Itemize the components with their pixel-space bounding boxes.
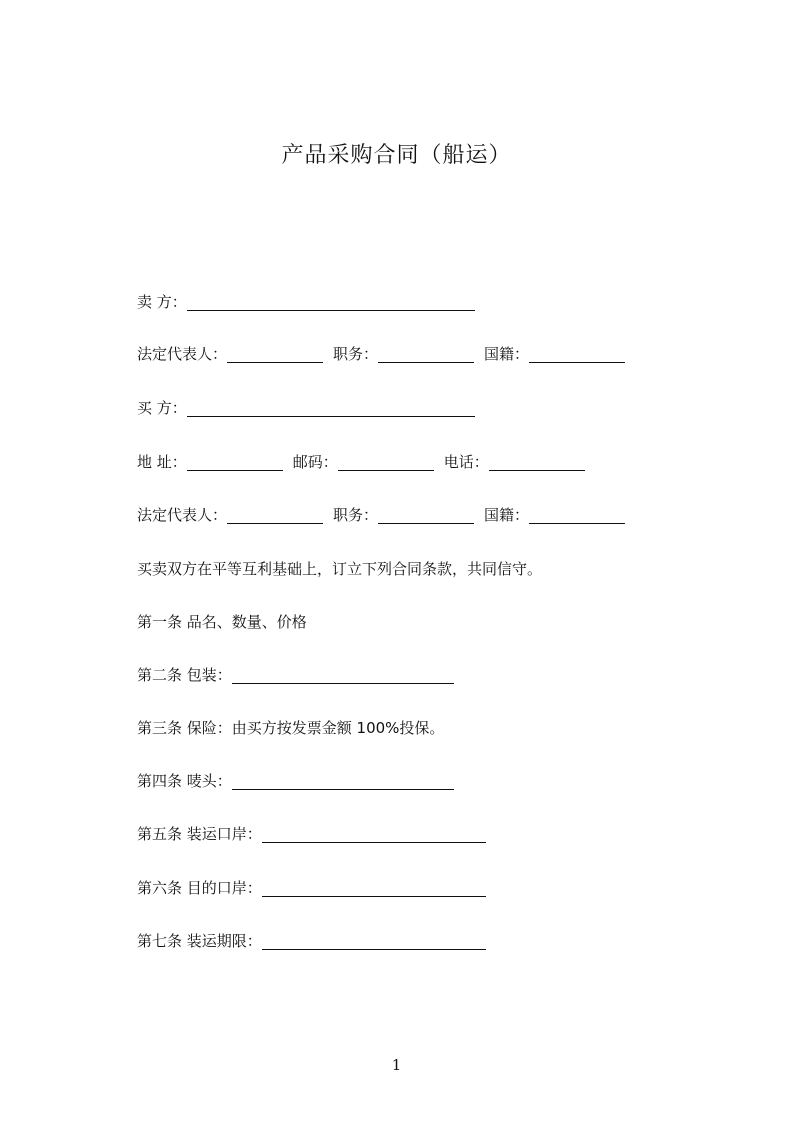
seller-rep-label: 法定代表人： — [137, 345, 228, 363]
postcode-label: 邮码： — [292, 453, 338, 471]
article-6 — [137, 876, 486, 900]
address-field[interactable] — [187, 452, 283, 471]
article-7-label: 第七条 装运期限： — [137, 932, 262, 950]
buyer-rep-field[interactable] — [227, 505, 323, 524]
postcode-field[interactable] — [338, 452, 434, 471]
seller-nationality-label: 国籍： — [484, 345, 530, 363]
phone-field[interactable] — [489, 452, 585, 471]
shipment-deadline-field[interactable] — [262, 931, 486, 950]
article-6-label: 第六条 目的口岸： — [137, 879, 262, 897]
article-5 — [137, 822, 486, 846]
preamble — [137, 557, 542, 581]
preamble-text: 买卖双方在平等互利基础上，订立下列合同条款，共同信守。 — [137, 560, 543, 578]
page-number: 1 — [391, 1056, 402, 1074]
shipping-mark-field[interactable] — [232, 771, 454, 790]
buyer-rep-label: 法定代表人： — [137, 506, 228, 524]
phone-label: 电话： — [443, 453, 489, 471]
seller-nationality-field[interactable] — [529, 344, 625, 363]
article-1-label: 第一条 品名、数量、价格 — [137, 613, 307, 631]
buyer-position-label: 职务： — [333, 506, 379, 524]
article-1 — [137, 610, 307, 634]
article-2 — [137, 663, 454, 687]
destination-port-field[interactable] — [262, 878, 486, 897]
article-5-label: 第五条 装运口岸： — [137, 825, 262, 843]
buyer-rep-row — [137, 503, 625, 527]
article-3 — [137, 716, 444, 740]
buyer-row — [137, 396, 475, 420]
seller-label: 卖 方： — [137, 293, 187, 311]
seller-position-field[interactable] — [378, 344, 474, 363]
article-7 — [137, 929, 486, 953]
buyer-nationality-field[interactable] — [529, 505, 625, 524]
seller-field[interactable] — [187, 292, 475, 311]
loading-port-field[interactable] — [262, 824, 486, 843]
seller-row — [137, 290, 475, 314]
article-4 — [137, 769, 454, 793]
article-4-label: 第四条 唛头： — [137, 772, 232, 790]
buyer-position-field[interactable] — [378, 505, 474, 524]
packing-field[interactable] — [232, 665, 454, 684]
article-3-label: 第三条 保险：由买方按发票金额 100%投保。 — [137, 719, 445, 737]
buyer-nationality-label: 国籍： — [484, 506, 530, 524]
seller-position-label: 职务： — [333, 345, 379, 363]
buyer-field[interactable] — [187, 398, 475, 417]
buyer-contact-row — [137, 450, 585, 474]
buyer-label: 买 方： — [137, 399, 187, 417]
seller-rep-row — [137, 342, 625, 366]
contract-title: 产品采购合同（船运） — [281, 143, 512, 168]
seller-rep-field[interactable] — [227, 344, 323, 363]
address-label: 地 址： — [137, 453, 187, 471]
article-2-label: 第二条 包装： — [137, 666, 232, 684]
